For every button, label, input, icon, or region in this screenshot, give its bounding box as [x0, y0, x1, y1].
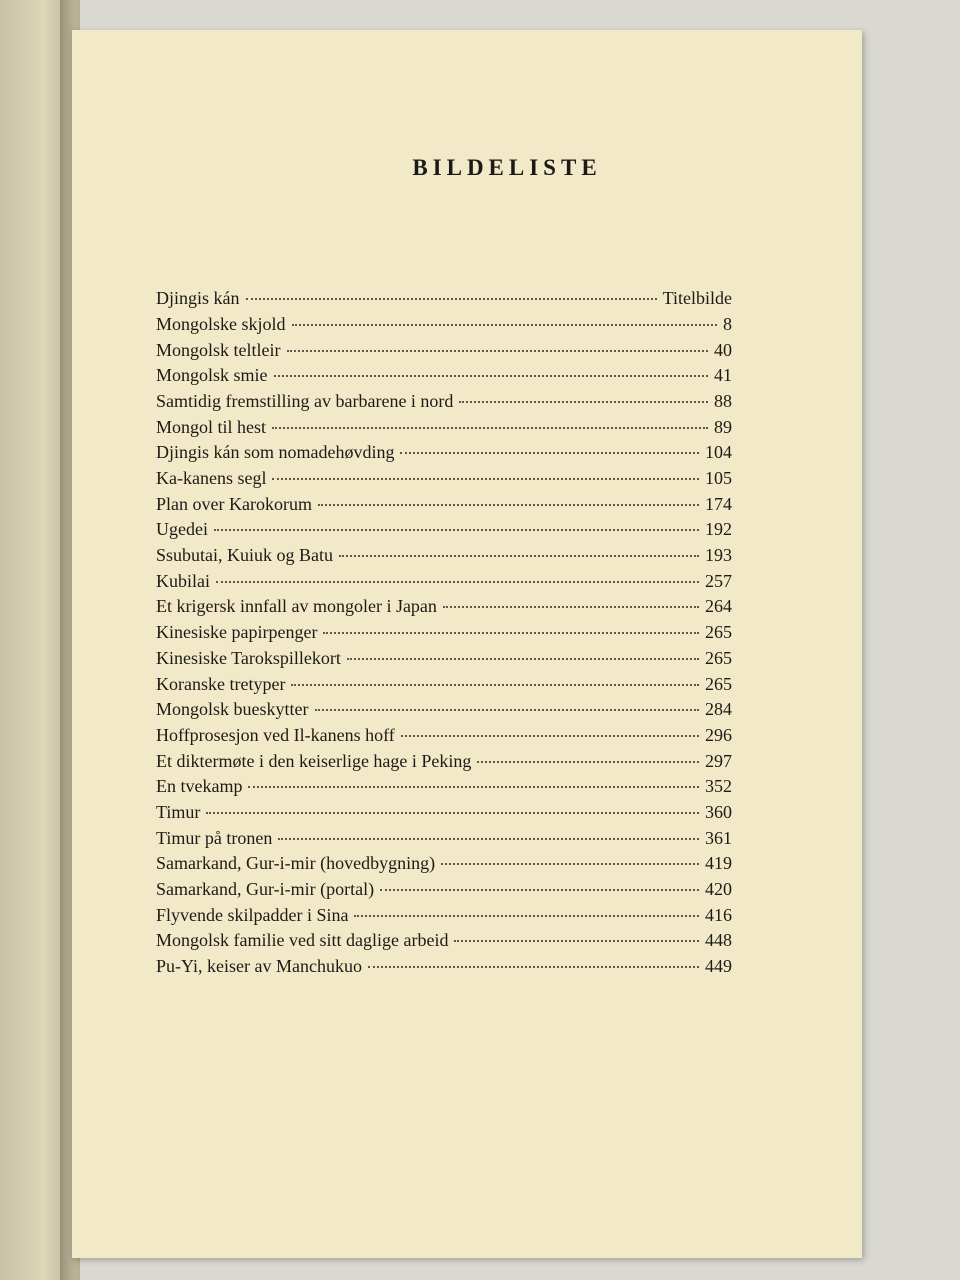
entry-page: 105 [705, 468, 732, 488]
dot-leader [291, 667, 699, 685]
entry-page: 257 [705, 570, 732, 591]
dot-leader [380, 873, 699, 891]
book-page [72, 30, 862, 1258]
dot-leader [206, 796, 699, 814]
entry-label: Flyvende skilpadder i Sina [156, 904, 349, 925]
entry-label: Mongolsk teltleir [156, 339, 281, 360]
list-item [156, 954, 732, 980]
entry-label: Plan over Karokorum [156, 493, 312, 514]
dot-leader [441, 847, 699, 865]
entry-label: Samarkand, Gur-i-mir (portal) [156, 879, 375, 899]
entry-label: Timur [156, 801, 201, 822]
entry-page: 8 [723, 313, 732, 334]
entry-label: En tvekamp [156, 776, 243, 797]
dot-leader [443, 590, 699, 608]
entry-label: Hoffprosesjon ved Il-kanens hoff [156, 724, 395, 745]
dot-leader [454, 924, 699, 942]
entry-page: 361 [705, 827, 732, 848]
entry-label: Mongolske skjold [156, 313, 286, 334]
entry-page: 193 [705, 545, 732, 566]
entry-label: Et diktermøte i den keiserlige hage i Peking [156, 750, 472, 771]
entry-page: 265 [705, 622, 732, 643]
entry-label: Et krigersk innfall av mongoler i Japan [156, 596, 437, 617]
entry-label: Mongolsk bueskytter [156, 699, 309, 720]
entry-page: 296 [705, 724, 732, 745]
entry-page: 264 [705, 596, 732, 617]
entry-label: Timur på tronen [156, 827, 273, 848]
dot-leader [318, 488, 699, 506]
page-title: BILDELISTE [412, 155, 602, 180]
entry-page: 265 [705, 647, 732, 668]
entry-page: 416 [705, 904, 732, 925]
dot-leader [400, 436, 699, 454]
entry-page: 284 [705, 699, 732, 720]
dot-leader [214, 513, 699, 531]
dot-leader [216, 565, 699, 583]
entry-page: 419 [705, 853, 732, 874]
entry-label: Samarkand, Gur-i-mir (hovedbygning) [156, 853, 436, 874]
entry-label: Koranske tretyper [156, 673, 286, 694]
entry-label: Samtidig fremstilling av barbarene i nord [156, 390, 454, 411]
dot-leader [272, 462, 699, 480]
dot-leader [292, 308, 717, 326]
entry-page: 265 [705, 673, 732, 694]
entry-label: Mongolsk smie [156, 365, 268, 386]
dot-leader [278, 821, 699, 839]
entry-page: 174 [705, 493, 732, 514]
entry-label: Djingis kán som nomadehøvding [156, 442, 395, 463]
dot-leader [354, 899, 699, 917]
entry-label: Mongolsk familie ved sitt daglige arbeid [156, 930, 449, 951]
entry-page: 360 [705, 801, 732, 822]
entry-page: 420 [705, 879, 732, 899]
entry-page: 297 [705, 750, 732, 771]
dot-leader [401, 719, 699, 737]
entry-page: 41 [714, 365, 732, 386]
entry-page: 449 [705, 956, 732, 977]
entry-page: 40 [714, 339, 732, 360]
entry-page: 89 [714, 416, 732, 437]
entry-page: Titelbilde [662, 288, 732, 309]
entry-label: Kubilai [156, 570, 210, 591]
entry-label: Kinesiske Tarokspillekort [156, 647, 341, 668]
illustration-list [156, 286, 732, 980]
dot-leader [323, 616, 699, 634]
entry-label: Pu-Yi, keiser av Manchukuo [156, 956, 362, 977]
dot-leader [248, 770, 699, 788]
dot-leader [274, 359, 708, 377]
dot-leader [477, 744, 699, 762]
entry-label: Ugedei [156, 519, 208, 540]
dot-leader [368, 950, 699, 968]
dot-leader [315, 693, 700, 711]
entry-label: Djingis kán [156, 288, 240, 309]
entry-page: 448 [705, 930, 732, 951]
dot-leader [459, 385, 708, 403]
entry-label: Ssubutai, Kuiuk og Batu [156, 545, 334, 566]
dot-leader [272, 410, 708, 428]
entry-page: 352 [705, 776, 732, 797]
entry-label: Mongol til hest [156, 416, 267, 437]
dot-leader [347, 642, 699, 660]
entry-page: 88 [714, 390, 732, 411]
dot-leader [339, 539, 699, 557]
dot-leader [287, 333, 709, 351]
dot-leader [246, 282, 657, 300]
entry-label: Ka-kanens segl [156, 468, 267, 488]
entry-page: 192 [705, 519, 732, 540]
entry-page: 104 [705, 442, 732, 463]
entry-label: Kinesiske papirpenger [156, 622, 318, 643]
